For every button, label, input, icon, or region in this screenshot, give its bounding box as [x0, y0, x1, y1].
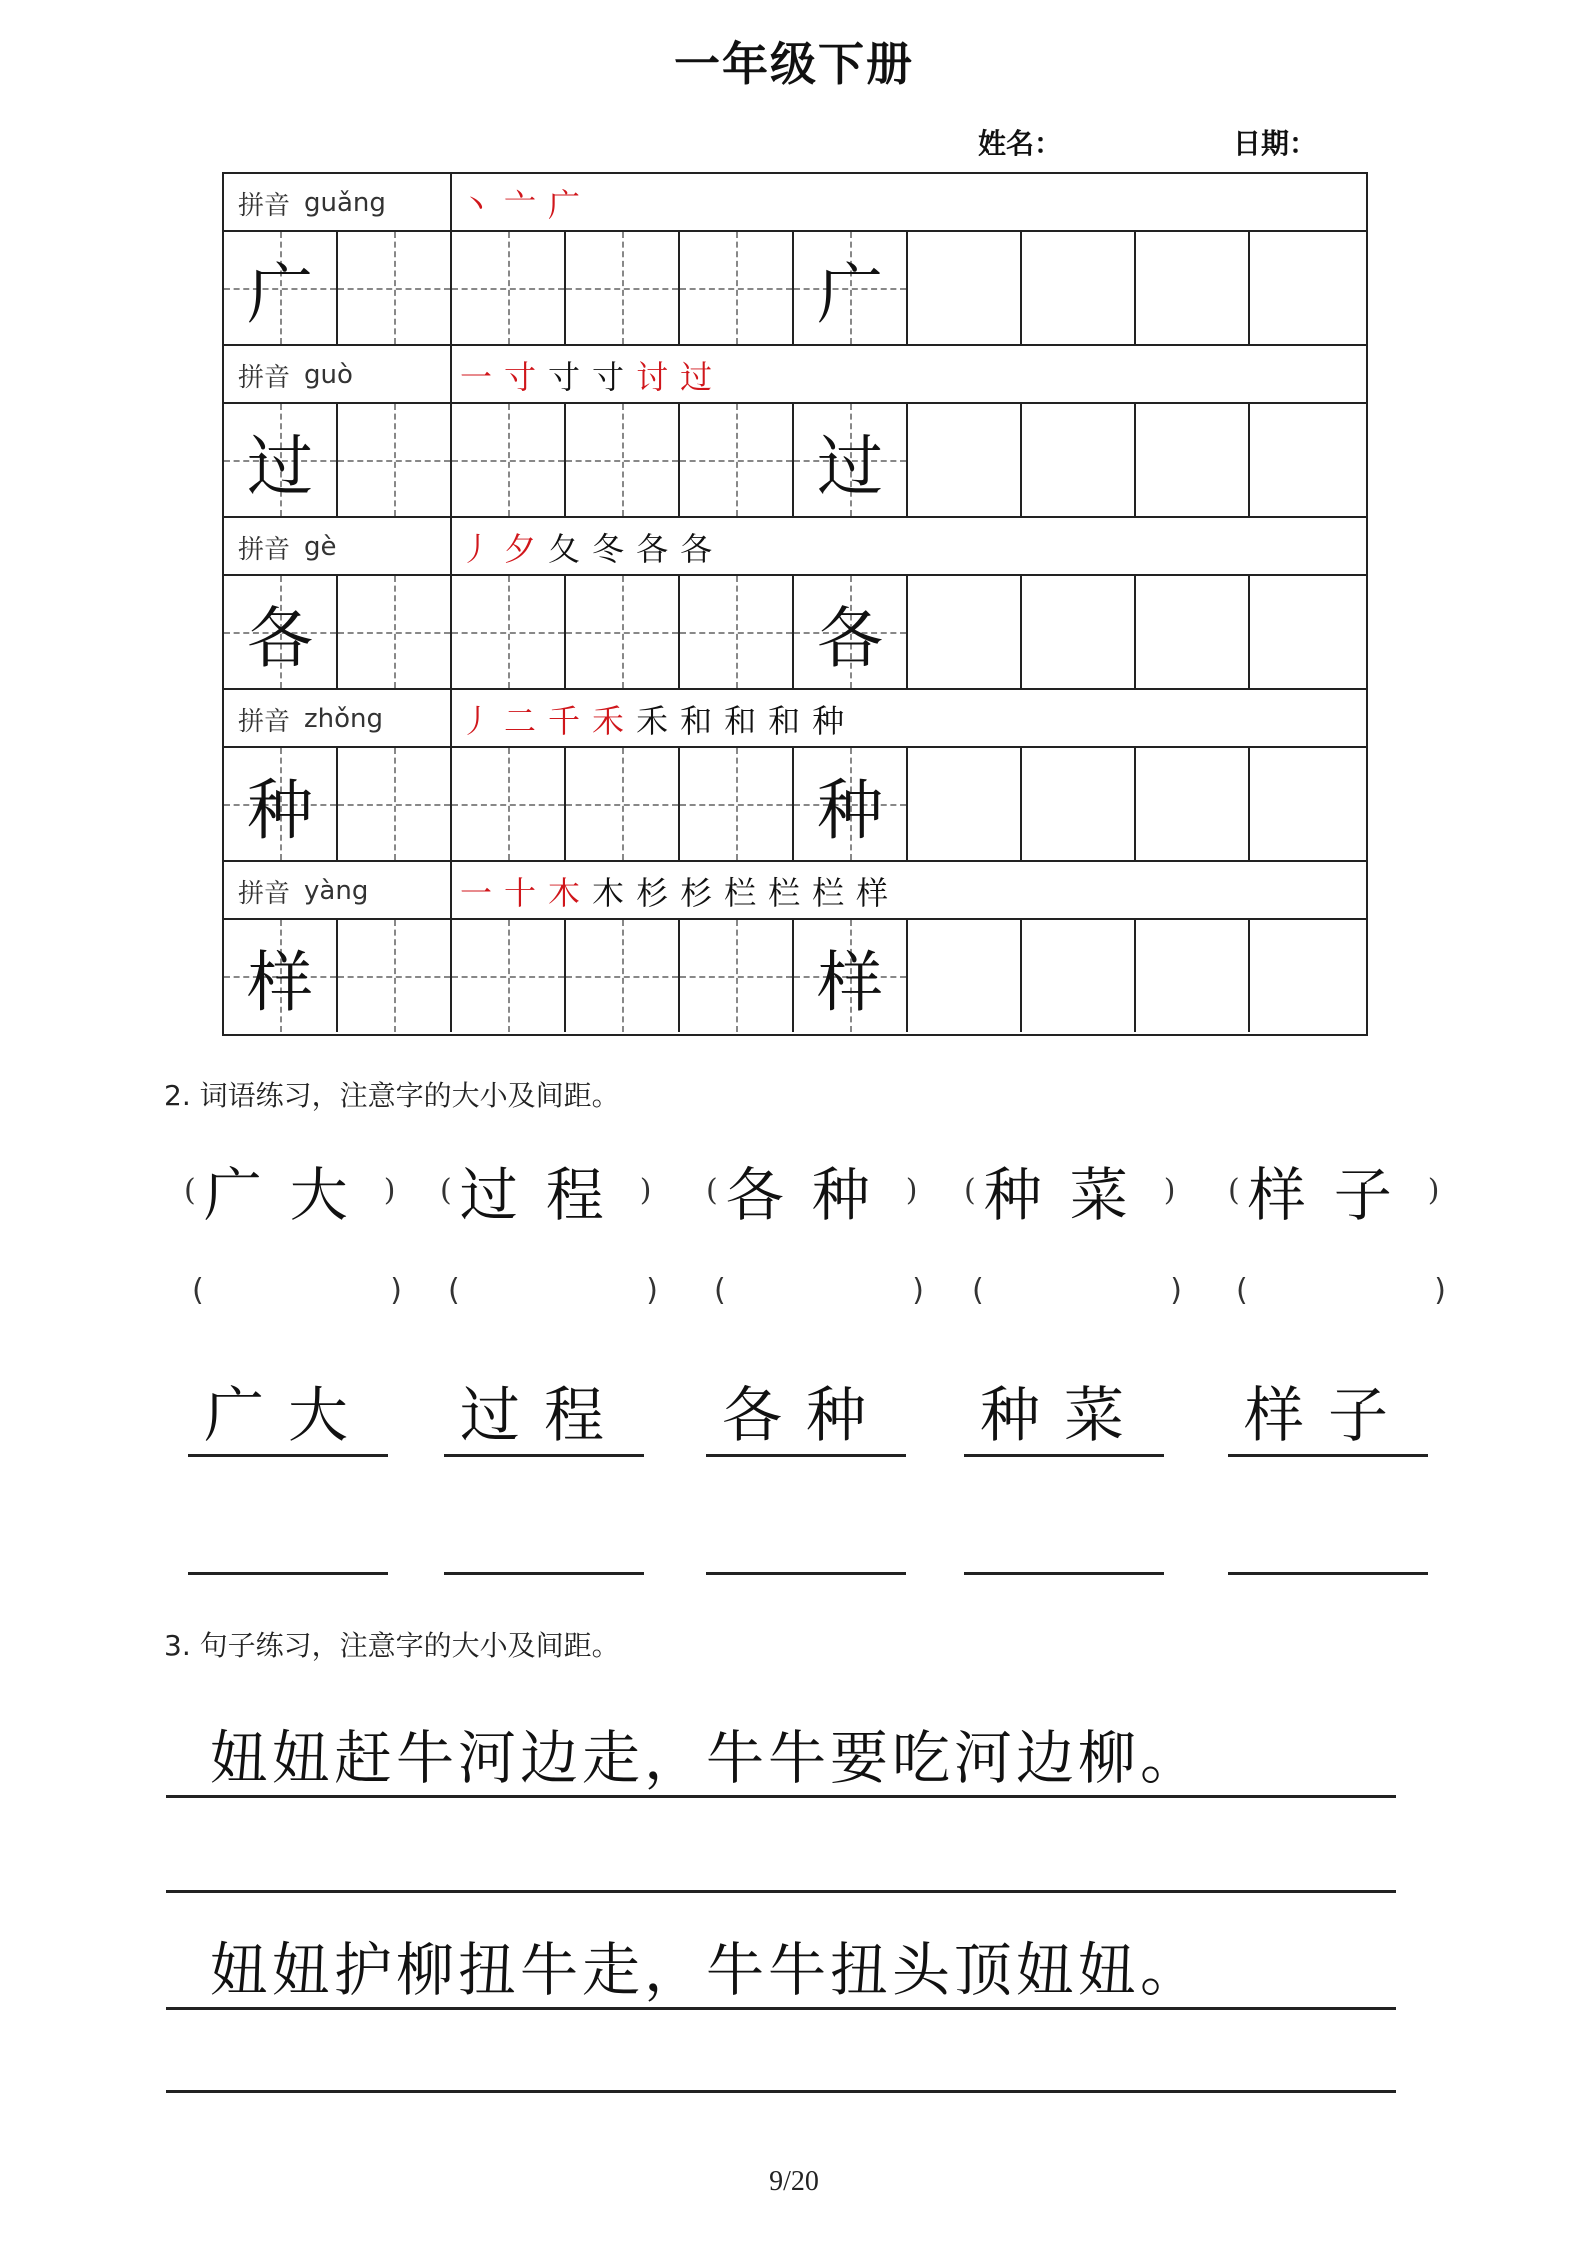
stroke-step: 各 [636, 530, 669, 568]
writing-cell[interactable] [794, 576, 908, 688]
writing-cell[interactable] [680, 576, 794, 688]
writing-cell[interactable] [680, 232, 794, 344]
writing-cell[interactable] [794, 920, 908, 1032]
pinyin-text: gè [304, 532, 337, 562]
stroke-step: 一 [460, 358, 493, 396]
stroke-step: 一 [460, 874, 493, 912]
paren-close: ) [1434, 1272, 1446, 1308]
stroke-step: 十 [504, 874, 537, 912]
paren-open: ( [706, 1172, 718, 1208]
word-trace-line[interactable]: 过程 [444, 1370, 644, 1457]
word-trace-line[interactable]: 种菜 [964, 1370, 1164, 1457]
writing-cell[interactable] [1136, 748, 1250, 860]
paren-close: ) [912, 1272, 924, 1308]
paren-open: ( [1236, 1272, 1248, 1308]
writing-cell[interactable] [566, 748, 680, 860]
word-in-parentheses [176, 1150, 403, 1230]
writing-cell[interactable] [224, 748, 338, 860]
stroke-order [460, 174, 580, 232]
word-text: 样子 [1247, 1161, 1420, 1229]
stroke-step: 夂 [548, 530, 581, 568]
writing-cell[interactable] [794, 748, 908, 860]
pinyin-label [224, 862, 452, 920]
word-in-parentheses [432, 1150, 659, 1230]
paren-open: ( [184, 1172, 196, 1208]
writing-cell[interactable] [452, 232, 566, 344]
writing-cell[interactable] [338, 748, 452, 860]
practice-row [224, 920, 1366, 1034]
name-label: 姓名： [978, 127, 1063, 160]
section-2-title: 2. 词语练习，注意字的大小及间距。 [164, 1079, 620, 1112]
stroke-step: 丿 [460, 530, 493, 568]
paren-close: ) [390, 1272, 402, 1308]
word-trace-line[interactable]: 广大 [188, 1370, 388, 1457]
writing-cell[interactable] [1022, 748, 1136, 860]
pinyin-text: yàng [304, 876, 369, 906]
word-trace-line[interactable]: 各种 [706, 1370, 906, 1457]
blank-parentheses[interactable] [972, 1270, 1182, 1310]
model-character: 各 [247, 599, 313, 677]
paren-close: ) [1170, 1272, 1182, 1308]
model-character: 过 [247, 427, 313, 505]
blank-parentheses[interactable] [192, 1270, 402, 1310]
date-label: 日期： [1233, 127, 1318, 160]
model-character: 样 [247, 943, 313, 1021]
writing-cell[interactable] [1136, 920, 1250, 1032]
sentence-blank-line[interactable] [166, 2090, 1396, 2093]
word-in-parentheses [698, 1150, 925, 1230]
writing-cell[interactable] [908, 748, 1022, 860]
writing-cell[interactable] [1022, 404, 1136, 516]
word-in-parentheses [1220, 1150, 1447, 1230]
stroke-step: 和 [680, 702, 713, 740]
stroke-step: 讨 [636, 358, 669, 396]
writing-cell[interactable] [794, 404, 908, 516]
paren-open: ( [192, 1272, 204, 1308]
writing-cell[interactable] [680, 404, 794, 516]
pinyin-text: guǎng [304, 188, 386, 218]
stroke-step: 栏 [724, 874, 757, 912]
stroke-order [460, 690, 844, 748]
word-blank-line[interactable] [444, 1570, 644, 1575]
pinyin-caption: 拼音 [238, 534, 291, 565]
writing-cell[interactable] [566, 920, 680, 1032]
paren-open: ( [1228, 1172, 1240, 1208]
paren-open: ( [964, 1172, 976, 1208]
sentence-blank-line[interactable] [166, 1890, 1396, 1893]
writing-cell[interactable] [1022, 232, 1136, 344]
blank-parentheses[interactable] [1236, 1270, 1446, 1310]
paren-open: ( [448, 1272, 460, 1308]
writing-cell[interactable] [566, 232, 680, 344]
writing-cell[interactable] [452, 576, 566, 688]
stroke-step: 栏 [812, 874, 845, 912]
sentence-trace-line[interactable]: 妞妞护柳扭牛走，牛牛扭头顶妞妞。 [166, 1912, 1396, 2010]
pinyin-row [224, 690, 1366, 748]
character-practice-grid [222, 172, 1368, 1036]
stroke-order [460, 862, 888, 920]
sentence-trace-line[interactable]: 妞妞赶牛河边走，牛牛要吃河边柳。 [166, 1700, 1396, 1798]
writing-cell[interactable] [338, 232, 452, 344]
word-blank-line[interactable] [706, 1570, 906, 1575]
writing-cell[interactable] [566, 576, 680, 688]
pinyin-caption: 拼音 [238, 190, 291, 221]
pinyin-label [224, 174, 452, 232]
writing-cell[interactable] [452, 920, 566, 1032]
word-in-parentheses [956, 1150, 1183, 1230]
trace-character: 各 [817, 599, 883, 677]
stroke-step: 栏 [768, 874, 801, 912]
stroke-step: 种 [812, 702, 845, 740]
section-3-title: 3. 句子练习，注意字的大小及间距。 [164, 1629, 620, 1662]
writing-cell[interactable] [1250, 232, 1366, 344]
writing-cell[interactable] [224, 404, 338, 516]
writing-cell[interactable] [680, 748, 794, 860]
paren-close: ) [1163, 1172, 1176, 1208]
pinyin-row [224, 174, 1366, 232]
pinyin-label [224, 346, 452, 404]
pinyin-text: guò [304, 360, 353, 390]
pinyin-row [224, 518, 1366, 576]
stroke-order [460, 346, 712, 404]
stroke-step: 过 [680, 358, 713, 396]
stroke-step: 和 [768, 702, 801, 740]
writing-cell[interactable] [452, 748, 566, 860]
pinyin-label [224, 690, 452, 748]
stroke-step: 冬 [592, 530, 625, 568]
writing-cell[interactable] [224, 576, 338, 688]
writing-cell[interactable] [452, 404, 566, 516]
writing-cell[interactable] [338, 920, 452, 1032]
trace-character: 种 [817, 771, 883, 849]
pinyin-row [224, 862, 1366, 920]
trace-character: 过 [817, 427, 883, 505]
writing-cell[interactable] [908, 404, 1022, 516]
word-text: 过程 [459, 1161, 632, 1229]
pinyin-label [224, 518, 452, 576]
paren-close: ) [639, 1172, 652, 1208]
writing-cell[interactable] [680, 920, 794, 1032]
model-character: 广 [247, 255, 313, 333]
paren-open: ( [972, 1272, 984, 1308]
stroke-step: 杉 [680, 874, 713, 912]
writing-cell[interactable] [1136, 404, 1250, 516]
practice-row [224, 748, 1366, 862]
blank-parentheses[interactable] [714, 1270, 924, 1310]
page-number: 9/20 [769, 2166, 819, 2197]
writing-cell[interactable] [224, 920, 338, 1032]
stroke-step: 二 [504, 702, 537, 740]
practice-row [224, 232, 1366, 346]
writing-cell[interactable] [1022, 576, 1136, 688]
stroke-step: 各 [680, 530, 713, 568]
stroke-step: 千 [548, 702, 581, 740]
stroke-step: 广 [548, 186, 581, 224]
pinyin-text: zhǒng [304, 704, 384, 734]
writing-cell[interactable] [1250, 748, 1366, 860]
stroke-step: 和 [724, 702, 757, 740]
writing-cell[interactable] [1022, 920, 1136, 1032]
stroke-step: 寸 [504, 358, 537, 396]
writing-cell[interactable] [1136, 576, 1250, 688]
stroke-step: 寸 [548, 358, 581, 396]
word-trace-line[interactable]: 样子 [1228, 1370, 1428, 1457]
trace-character: 样 [817, 943, 883, 1021]
practice-row [224, 404, 1366, 518]
writing-cell[interactable] [224, 232, 338, 344]
word-blank-line[interactable] [188, 1570, 388, 1575]
writing-cell[interactable] [338, 404, 452, 516]
stroke-step: 禾 [636, 702, 669, 740]
writing-cell[interactable] [908, 920, 1022, 1032]
paren-open: ( [714, 1272, 726, 1308]
writing-cell[interactable] [908, 232, 1022, 344]
blank-parentheses[interactable] [448, 1270, 658, 1310]
stroke-step: 亠 [504, 186, 537, 224]
pinyin-caption: 拼音 [238, 706, 291, 737]
stroke-step: 夕 [504, 530, 537, 568]
pinyin-caption: 拼音 [238, 878, 291, 909]
stroke-step: 禾 [592, 702, 625, 740]
word-text: 种菜 [983, 1161, 1156, 1229]
stroke-step: 杉 [636, 874, 669, 912]
word-text: 广大 [203, 1161, 376, 1229]
stroke-step: 丿 [460, 702, 493, 740]
paren-close: ) [1427, 1172, 1440, 1208]
stroke-step: 木 [592, 874, 625, 912]
stroke-order [460, 518, 712, 576]
word-blank-line[interactable] [964, 1570, 1164, 1575]
model-character: 种 [247, 771, 313, 849]
stroke-step: 木 [548, 874, 581, 912]
paren-close: ) [646, 1272, 658, 1308]
word-text: 各种 [725, 1161, 898, 1229]
paren-close: ) [905, 1172, 918, 1208]
writing-cell[interactable] [566, 404, 680, 516]
writing-cell[interactable] [1250, 576, 1366, 688]
writing-cell[interactable] [1250, 920, 1366, 1032]
practice-row [224, 576, 1366, 690]
writing-cell[interactable] [338, 576, 452, 688]
trace-character: 广 [817, 255, 883, 333]
stroke-step: 样 [856, 874, 889, 912]
writing-cell[interactable] [794, 232, 908, 344]
pinyin-caption: 拼音 [238, 362, 291, 393]
stroke-step: 寸 [592, 358, 625, 396]
stroke-step: 丶 [460, 186, 493, 224]
writing-cell[interactable] [1250, 404, 1366, 516]
word-blank-line[interactable] [1228, 1570, 1428, 1575]
writing-cell[interactable] [1136, 232, 1250, 344]
writing-cell[interactable] [908, 576, 1022, 688]
paren-open: ( [440, 1172, 452, 1208]
page-title: 一年级下册 [674, 37, 914, 91]
paren-close: ) [383, 1172, 396, 1208]
pinyin-row [224, 346, 1366, 404]
